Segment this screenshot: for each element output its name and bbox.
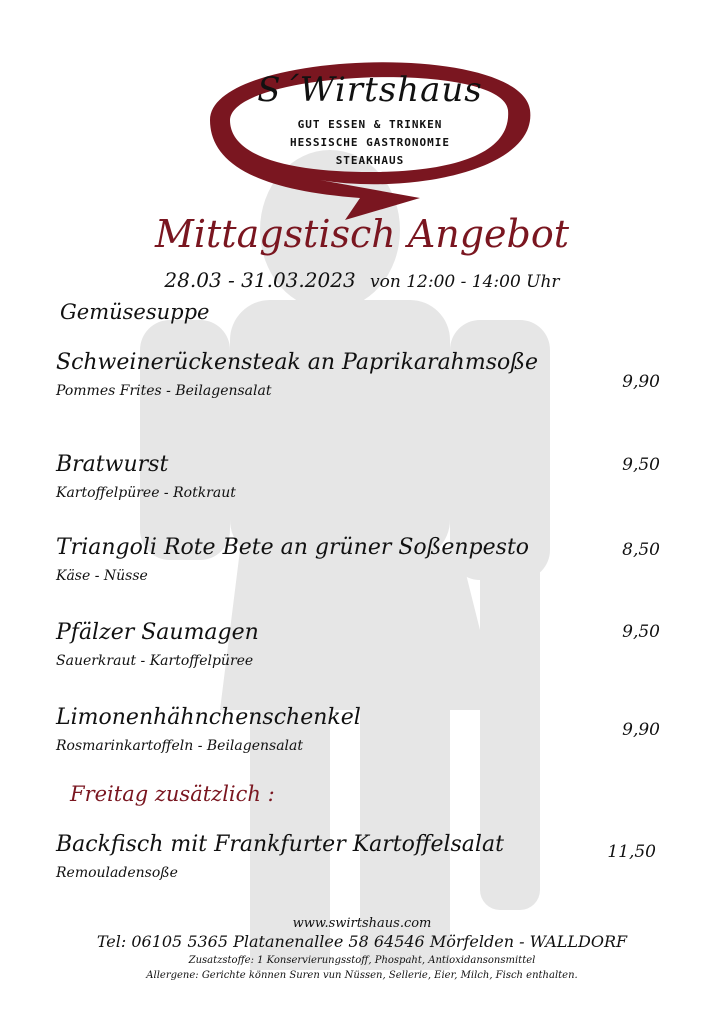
menu-item <box>56 535 676 584</box>
soup-of-day: Gemüsesuppe <box>60 300 210 324</box>
logo-tagline-1: GUT ESSEN & TRINKEN <box>297 118 443 131</box>
menu-item-name: Bratwurst <box>56 452 169 477</box>
date-range <box>0 268 724 292</box>
friday-menu-item <box>56 832 676 881</box>
contact-address: Tel: 06105 5365 Platanenallee 58 64546 Mörfelden - WALLDORF <box>96 932 628 951</box>
logo-title: S´Wirtshaus <box>257 70 483 110</box>
menu-item <box>56 452 676 501</box>
menu-item-name: Schweinerückensteak an Paprikarahmsoße <box>56 350 538 375</box>
allergens-note: Allergene: Gerichte können Suren vun Nüssen, Sellerie, Eier, Milch, Fisch enthalten. <box>146 970 578 981</box>
menu-item <box>56 705 676 754</box>
friday-special-label: Freitag zusätzlich : <box>70 782 275 806</box>
menu-item-price: 11,50 <box>607 842 656 862</box>
menu-item <box>56 350 676 399</box>
website: www.swirtshaus.com <box>292 916 432 931</box>
menu-item-name: Backfisch mit Frankfurter Kartoffelsalat <box>56 832 504 857</box>
menu-item-price: 8,50 <box>622 540 660 560</box>
logo-tagline-2: HESSISCHE GASTRONOMIE <box>289 136 451 149</box>
menu-item-sides: Rosmarinkartoffeln - Beilagensalat <box>56 738 303 754</box>
menu-item-sides: Sauerkraut - Kartoffelpüree <box>56 653 254 669</box>
menu-item-price: 9,50 <box>622 455 660 475</box>
menu-item-sides: Kartoffelpüree - Rotkraut <box>56 485 236 501</box>
time-range-text: von 12:00 - 14:00 Uhr <box>370 272 560 292</box>
menu-item-name: Triangoli Rote Bete an grüner Soßenpesto <box>56 535 530 560</box>
menu-headline: Mittagstisch Angebot <box>154 212 570 256</box>
menu-item-price: 9,90 <box>622 372 660 392</box>
menu-item-sides: Käse - Nüsse <box>56 568 148 584</box>
date-range-text: 28.03 - 31.03.2023 <box>164 268 356 292</box>
menu-item-price: 9,50 <box>622 622 660 642</box>
additives-note: Zusatzstoffe: 1 Konservierungsstoff, Phospaht, Antioxidansonsmittel <box>188 955 536 966</box>
menu-item-sides: Pommes Frites - Beilagensalat <box>56 383 272 399</box>
menu-item-price: 9,90 <box>622 720 660 740</box>
menu-item-sides: Remouladensoße <box>56 865 178 881</box>
menu-item-name: Pfälzer Saumagen <box>56 620 259 645</box>
logo-tagline-3: STEAKHAUS <box>335 154 405 167</box>
menu-item-name: Limonenhähnchenschenkel <box>56 705 361 730</box>
menu-item <box>56 620 676 669</box>
